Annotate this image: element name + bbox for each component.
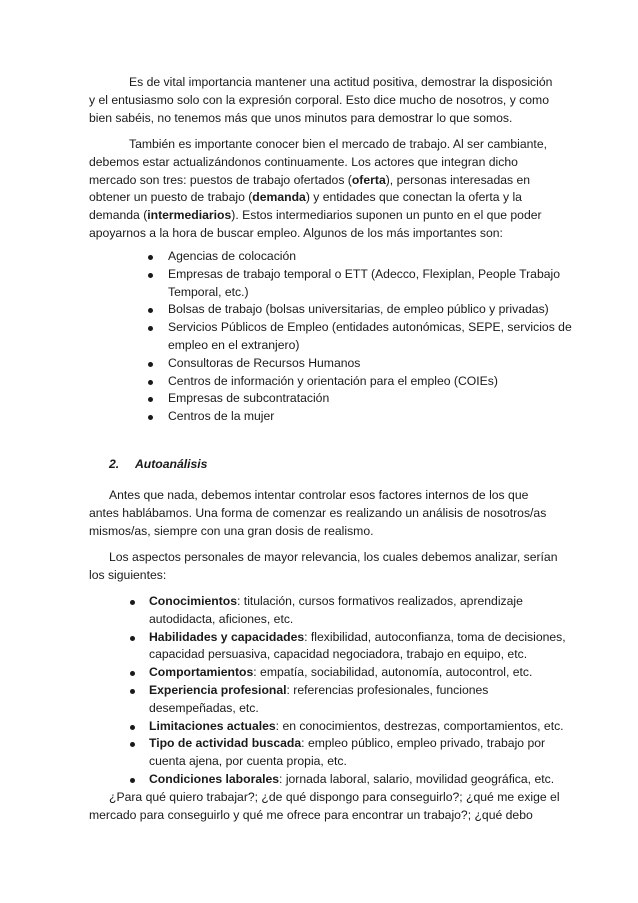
bullet-icon — [130, 742, 135, 747]
intermediaries-list — [168, 248, 572, 426]
bullet-icon — [130, 689, 135, 694]
bullet-icon — [148, 362, 153, 367]
paragraph-attitude: Es de vital importancia mantener una actitud positiva, demostrar la disposición y el entusiasmo solo con la expresión corporal. Esto dice mucho de nosotros, y como bien sabéis, no tenemos más que unos minutos para demostrar lo que somos. — [89, 75, 553, 125]
list-item: Bolsas de trabajo (bolsas universitarias, de empleo público y privadas) — [168, 301, 558, 319]
paragraph-labor-market: También es importante conocer bien el mercado de trabajo. Al ser cambiante, debemos estar actualizándonos continuamente. Los actores que integran dicho mercado son tres: puestos de trabajo ofertados (oferta), personas interesadas en obtener un puesto de trabajo (demanda) y entidades que conectan la oferta y la demanda (intermediarios). Estos intermediarios suponen un punto en el que poder apoyarnos a la hora de buscar empleo. Algunos de los más importantes son: — [89, 136, 551, 243]
list-item: Comportamientos: empatía, sociabilidad, autonomía, autocontrol, etc. — [149, 664, 559, 682]
paragraph-questions: ¿Para qué quiero trabajar?; ¿de qué dispongo para conseguirlo?; ¿qué me exige el mercado para conseguirlo y qué me ofrece para encontrar un trabajo?; ¿qué debo — [89, 790, 560, 822]
list-item: Limitaciones actuales: en conocimientos, destrezas, comportamientos, etc. — [149, 718, 559, 736]
bullet-icon — [148, 255, 153, 260]
bullet-icon — [148, 308, 153, 313]
list-item: Conocimientos: titulación, cursos formativos realizados, aprendizaje autodidacta, aficiones, etc. — [149, 593, 559, 629]
list-item: Habilidades y capacidades: flexibilidad, autoconfianza, toma de decisiones, capacidad persuasiva, capacidad negociadora, trabajo en equipo, etc. — [149, 629, 559, 665]
personal-aspects-list — [149, 593, 566, 789]
list-item: Centros de la mujer — [168, 408, 558, 426]
list-item: Empresas de subcontratación — [168, 390, 558, 408]
list-item: Tipo de actividad buscada: empleo público, empleo privado, trabajo por cuenta ajena, por cuenta propia, etc. — [149, 735, 559, 771]
line-oferta: mercado son tres: puestos de trabajo ofertados (oferta), personas interesadas en — [89, 172, 531, 187]
bullet-icon — [148, 380, 153, 385]
list-item: Empresas de trabajo temporal o ETT (Adecco, Flexiplan, People Trabajo Temporal, etc.) — [168, 266, 558, 302]
paragraph-personal-aspects: Los aspectos personales de mayor relevancia, los cuales debemos analizar, serían los siguientes: — [89, 550, 558, 582]
bullet-icon — [148, 326, 153, 331]
list-item: Servicios Públicos de Empleo (entidades autonómicas, SEPE, servicios de empleo en el extranjero) — [168, 319, 558, 355]
list-item: Centros de información y orientación para el empleo (COIEs) — [168, 373, 558, 391]
list-item: Experiencia profesional: referencias profesionales, funciones desempeñadas, etc. — [149, 682, 559, 718]
bullet-icon — [130, 600, 135, 605]
list-item: Agencias de colocación — [168, 248, 558, 266]
bullet-icon — [130, 725, 135, 730]
list-item: Condiciones laborales: jornada laboral, salario, movilidad geográfica, etc. — [149, 771, 559, 789]
bullet-icon — [148, 397, 153, 402]
line-demanda: obtener un puesto de trabajo (demanda) y entidades que conectan la oferta y la — [89, 190, 522, 205]
bullet-icon — [130, 778, 135, 783]
section-heading: 2. Autoanálisis — [109, 457, 208, 471]
list-item: Consultoras de Recursos Humanos — [168, 355, 558, 373]
bullet-icon — [130, 671, 135, 676]
bullet-icon — [148, 415, 153, 420]
paragraph-self-analysis: Antes que nada, debemos intentar controlar esos factores internos de los que antes hablábamos. Una forma de comenzar es realizando un análisis de nosotros/as mismos/as, siempre con una gran dosis de realismo. — [89, 488, 547, 538]
bullet-icon — [148, 273, 153, 278]
line-intermediarios: demanda (intermediarios). Estos intermediarios suponen un punto en el que poder — [89, 208, 542, 223]
bullet-icon — [130, 636, 135, 641]
